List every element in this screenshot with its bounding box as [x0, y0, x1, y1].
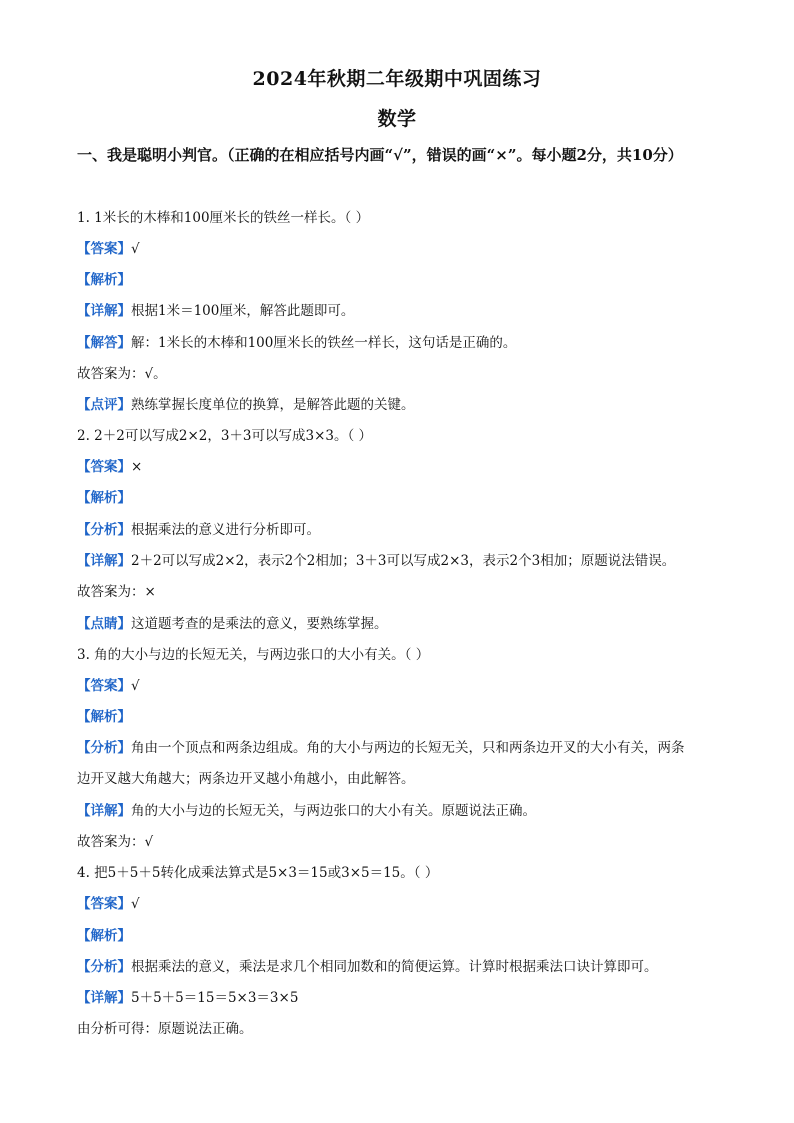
- xiangjie-label: 【详解】: [77, 803, 131, 819]
- q3-answer-row: [77, 676, 140, 696]
- analysis-label: 【解析】: [77, 928, 131, 944]
- q3-question: 3. 角的大小与边的长短无关，与两边张口的大小有关。（ ）: [77, 647, 430, 663]
- q1-answer: √: [131, 241, 140, 257]
- q3-xiangjie: 角的大小与边的长短无关，与两边张口的大小有关。原题说法正确。: [131, 803, 536, 819]
- q1-question: 1. 1米长的木棒和100厘米长的铁丝一样长。（ ）: [77, 210, 370, 226]
- q1-jieda-row: [77, 333, 516, 353]
- q1-xiangjie: 根据1米＝100厘米，解答此题即可。: [131, 303, 355, 319]
- q3-conclusion: 故答案为：√: [77, 834, 154, 850]
- section-heading: 一、我是聪明小判官。（正确的在相应括号内画“√”，错误的画“×”。每小题2分，共10分）: [77, 146, 683, 164]
- q4-fenxi-row: [77, 957, 658, 977]
- answer-label: 【答案】: [77, 459, 131, 475]
- answer-label: 【答案】: [77, 678, 131, 694]
- fenxi-label: 【分析】: [77, 522, 131, 538]
- q2-xiangjie-row: [77, 551, 675, 571]
- q1-dianping-row: [77, 395, 415, 415]
- q3-fenxi-line2: 边开叉越大角越大；两条边开叉越小角越小，由此解答。: [77, 771, 415, 787]
- fenxi-label: 【分析】: [77, 959, 131, 975]
- q3-fenxi-row: [77, 738, 685, 758]
- q4-question: 4. 把5＋5＋5转化成乘法算式是5×3＝15或3×5＝15。（ ）: [77, 865, 439, 881]
- dianjing-label: 【点睛】: [77, 616, 131, 632]
- xiangjie-label: 【详解】: [77, 553, 131, 569]
- q1-analysis-row: [77, 270, 131, 290]
- q3-xiangjie-row: [77, 801, 536, 821]
- q2-fenxi-row: [77, 520, 320, 540]
- analysis-label: 【解析】: [77, 709, 131, 725]
- q3-fenxi-line1: 角由一个顶点和两条边组成。角的大小与两边的长短无关，只和两条边开叉的大小有关，两条: [131, 740, 685, 756]
- dianping-label: 【点评】: [77, 397, 131, 413]
- q2-xiangjie: 2＋2可以写成2×2，表示2个2相加；3＋3可以写成2×3，表示2个3相加；原题说法错误。: [131, 553, 676, 569]
- document-title: 2024年秋期二年级期中巩固练习: [252, 68, 542, 90]
- q4-answer-row: [77, 894, 140, 914]
- q2-analysis-row: [77, 488, 131, 508]
- fenxi-label: 【分析】: [77, 740, 131, 756]
- answer-label: 【答案】: [77, 241, 131, 257]
- analysis-label: 【解析】: [77, 490, 131, 506]
- subject-title: 数学: [377, 108, 417, 130]
- q4-analysis-row: [77, 926, 131, 946]
- q1-jieda: 解：1米长的木棒和100厘米长的铁丝一样长，这句话是正确的。: [131, 335, 517, 351]
- q4-xiangjie: 5＋5＋5＝15＝5×3＝3×5: [131, 990, 299, 1006]
- q2-answer-row: [77, 457, 142, 477]
- q2-conclusion: 故答案为：×: [77, 584, 156, 600]
- jieda-label: 【解答】: [77, 335, 131, 351]
- q4-fenxi: 根据乘法的意义，乘法是求几个相同加数和的简便运算。计算时根据乘法口诀计算即可。: [131, 959, 658, 975]
- q1-conclusion: 故答案为：√。: [77, 366, 167, 382]
- q4-xiangjie-row: [77, 988, 298, 1008]
- q2-answer: ×: [131, 459, 143, 475]
- q3-analysis-row: [77, 707, 131, 727]
- q4-answer: √: [131, 896, 140, 912]
- q2-fenxi: 根据乘法的意义进行分析即可。: [131, 522, 320, 538]
- xiangjie-label: 【详解】: [77, 990, 131, 1006]
- q2-question: 2. 2＋2可以写成2×2，3＋3可以写成3×3。（ ）: [77, 428, 373, 444]
- q3-answer: √: [131, 678, 140, 694]
- q1-xiangjie-row: [77, 301, 354, 321]
- q1-dianping: 熟练掌握长度单位的换算，是解答此题的关键。: [131, 397, 415, 413]
- answer-label: 【答案】: [77, 896, 131, 912]
- q1-answer-row: [77, 239, 140, 259]
- q2-dianjing-row: [77, 614, 388, 634]
- xiangjie-label: 【详解】: [77, 303, 131, 319]
- q2-dianjing: 这道题考查的是乘法的意义，要熟练掌握。: [131, 616, 388, 632]
- analysis-label: 【解析】: [77, 272, 131, 288]
- q4-conclusion: 由分析可得：原题说法正确。: [77, 1021, 253, 1037]
